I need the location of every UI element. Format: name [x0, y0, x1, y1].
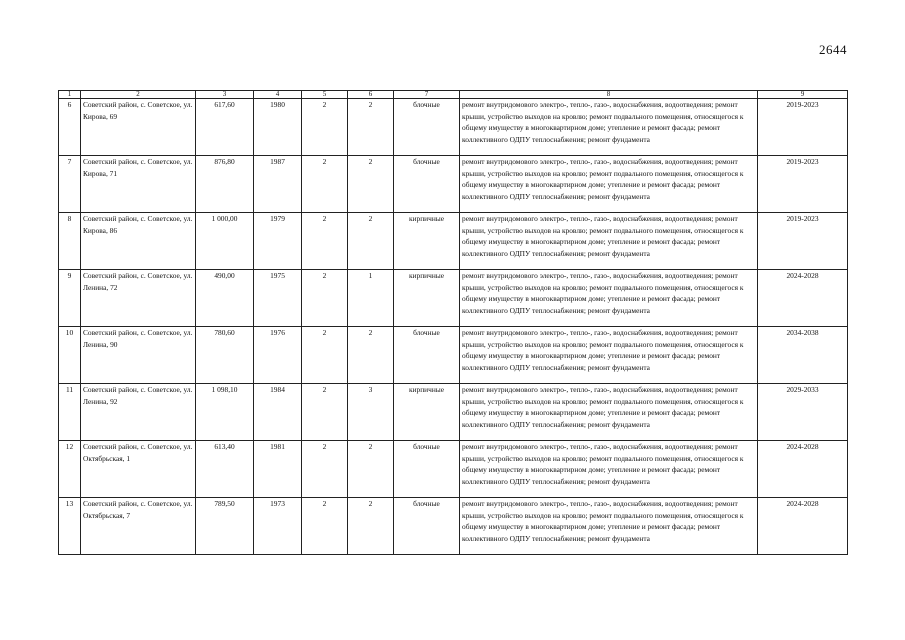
area-cell: 780,60 [196, 327, 254, 384]
period-cell: 2024-2028 [758, 498, 848, 555]
row-number: 6 [59, 99, 81, 156]
year-cell: 1973 [254, 498, 302, 555]
address-cell: Советский район, с. Советское, ул. Кирова, 86 [81, 213, 196, 270]
column-header: 4 [254, 91, 302, 99]
column-header: 1 [59, 91, 81, 99]
floors-cell: 2 [302, 156, 348, 213]
column-header: 3 [196, 91, 254, 99]
floors-cell: 2 [302, 99, 348, 156]
area-cell: 617,60 [196, 99, 254, 156]
year-cell: 1987 [254, 156, 302, 213]
year-cell: 1984 [254, 384, 302, 441]
year-cell: 1981 [254, 441, 302, 498]
entrances-cell: 2 [348, 213, 394, 270]
wall-material-cell: блочные [394, 156, 460, 213]
year-cell: 1976 [254, 327, 302, 384]
column-header: 9 [758, 91, 848, 99]
address-cell: Советский район, с. Советское, ул. Ленина, 90 [81, 327, 196, 384]
period-cell: 2034-2038 [758, 327, 848, 384]
floors-cell: 2 [302, 213, 348, 270]
column-header: 5 [302, 91, 348, 99]
column-header: 7 [394, 91, 460, 99]
area-cell: 1 098,10 [196, 384, 254, 441]
year-cell: 1980 [254, 99, 302, 156]
entrances-cell: 2 [348, 441, 394, 498]
row-number: 10 [59, 327, 81, 384]
table-row [59, 270, 848, 327]
period-cell: 2029-2033 [758, 384, 848, 441]
wall-material-cell: блочные [394, 498, 460, 555]
row-number: 7 [59, 156, 81, 213]
floors-cell: 2 [302, 498, 348, 555]
entrances-cell: 2 [348, 99, 394, 156]
table-row [59, 498, 848, 555]
address-cell: Советский район, с. Советское, ул. Октябрьская, 1 [81, 441, 196, 498]
floors-cell: 2 [302, 384, 348, 441]
column-header: 2 [81, 91, 196, 99]
table-row [59, 156, 848, 213]
entrances-cell: 1 [348, 270, 394, 327]
floors-cell: 2 [302, 270, 348, 327]
table-row [59, 99, 848, 156]
table-row [59, 441, 848, 498]
floors-cell: 2 [302, 441, 348, 498]
column-header: 6 [348, 91, 394, 99]
works-cell: ремонт внутридомового электро-, тепло-, газо-, водоснабжения, водоотведения; ремонт крыши, устройство выходов на кровлю; ремонт подвального помещения, относящегося к общему имуществу в многоквартирном доме; утепление и ремонт фасада; ремонт коллективного ОДПУ теплоснабжения; ремонт фундамента [460, 498, 758, 555]
row-number: 13 [59, 498, 81, 555]
year-cell: 1979 [254, 213, 302, 270]
area-cell: 613,40 [196, 441, 254, 498]
works-cell: ремонт внутридомового электро-, тепло-, газо-, водоснабжения, водоотведения; ремонт крыши, устройство выходов на кровлю; ремонт подвального помещения, относящегося к общему имуществу в многоквартирном доме; утепление и ремонт фасада; ремонт коллективного ОДПУ теплоснабжения; ремонт фундамента [460, 270, 758, 327]
floors-cell: 2 [302, 327, 348, 384]
period-cell: 2024-2028 [758, 441, 848, 498]
period-cell: 2019-2023 [758, 99, 848, 156]
area-cell: 789,50 [196, 498, 254, 555]
row-number: 11 [59, 384, 81, 441]
entrances-cell: 2 [348, 327, 394, 384]
row-number: 8 [59, 213, 81, 270]
table-row [59, 384, 848, 441]
table-row [59, 213, 848, 270]
wall-material-cell: блочные [394, 441, 460, 498]
wall-material-cell: блочные [394, 99, 460, 156]
works-cell: ремонт внутридомового электро-, тепло-, газо-, водоснабжения, водоотведения; ремонт крыши, устройство выходов на кровлю; ремонт подвального помещения, относящегося к общему имуществу в многоквартирном доме; утепление и ремонт фасада; ремонт коллективного ОДПУ теплоснабжения; ремонт фундамента [460, 441, 758, 498]
entrances-cell: 2 [348, 498, 394, 555]
wall-material-cell: кирпичные [394, 270, 460, 327]
works-cell: ремонт внутридомового электро-, тепло-, газо-, водоснабжения, водоотведения; ремонт крыши, устройство выходов на кровлю; ремонт подвального помещения, относящегося к общему имуществу в многоквартирном доме; утепление и ремонт фасада; ремонт коллективного ОДПУ теплоснабжения; ремонт фундамента [460, 156, 758, 213]
period-cell: 2019-2023 [758, 156, 848, 213]
entrances-cell: 3 [348, 384, 394, 441]
works-cell: ремонт внутридомового электро-, тепло-, газо-, водоснабжения, водоотведения; ремонт крыши, устройство выходов на кровлю; ремонт подвального помещения, относящегося к общему имуществу в многоквартирном доме; утепление и ремонт фасада; ремонт коллективного ОДПУ теплоснабжения; ремонт фундамента [460, 99, 758, 156]
period-cell: 2019-2023 [758, 213, 848, 270]
works-cell: ремонт внутридомового электро-, тепло-, газо-, водоснабжения, водоотведения; ремонт крыши, устройство выходов на кровлю; ремонт подвального помещения, относящегося к общему имуществу в многоквартирном доме; утепление и ремонт фасада; ремонт коллективного ОДПУ теплоснабжения; ремонт фундамента [460, 213, 758, 270]
page-number: 2644 [819, 42, 847, 57]
address-cell: Советский район, с. Советское, ул. Октябрьская, 7 [81, 498, 196, 555]
entrances-cell: 2 [348, 156, 394, 213]
address-cell: Советский район, с. Советское, ул. Кирова, 71 [81, 156, 196, 213]
works-cell: ремонт внутридомового электро-, тепло-, газо-, водоснабжения, водоотведения; ремонт крыши, устройство выходов на кровлю; ремонт подвального помещения, относящегося к общему имуществу в многоквартирном доме; утепление и ремонт фасада; ремонт коллективного ОДПУ теплоснабжения; ремонт фундамента [460, 327, 758, 384]
area-cell: 1 000,00 [196, 213, 254, 270]
wall-material-cell: кирпичные [394, 213, 460, 270]
year-cell: 1975 [254, 270, 302, 327]
table-header-row [59, 91, 848, 99]
row-number: 12 [59, 441, 81, 498]
area-cell: 876,80 [196, 156, 254, 213]
address-cell: Советский район, с. Советское, ул. Ленина, 92 [81, 384, 196, 441]
works-cell: ремонт внутридомового электро-, тепло-, газо-, водоснабжения, водоотведения; ремонт крыши, устройство выходов на кровлю; ремонт подвального помещения, относящегося к общему имуществу в многоквартирном доме; утепление и ремонт фасада; ремонт коллективного ОДПУ теплоснабжения; ремонт фундамента [460, 384, 758, 441]
column-header: 8 [460, 91, 758, 99]
area-cell: 490,00 [196, 270, 254, 327]
row-number: 9 [59, 270, 81, 327]
period-cell: 2024-2028 [758, 270, 848, 327]
housing-register-table [58, 90, 848, 555]
wall-material-cell: кирпичные [394, 384, 460, 441]
address-cell: Советский район, с. Советское, ул. Кирова, 69 [81, 99, 196, 156]
wall-material-cell: блочные [394, 327, 460, 384]
address-cell: Советский район, с. Советское, ул. Ленина, 72 [81, 270, 196, 327]
table-row [59, 327, 848, 384]
